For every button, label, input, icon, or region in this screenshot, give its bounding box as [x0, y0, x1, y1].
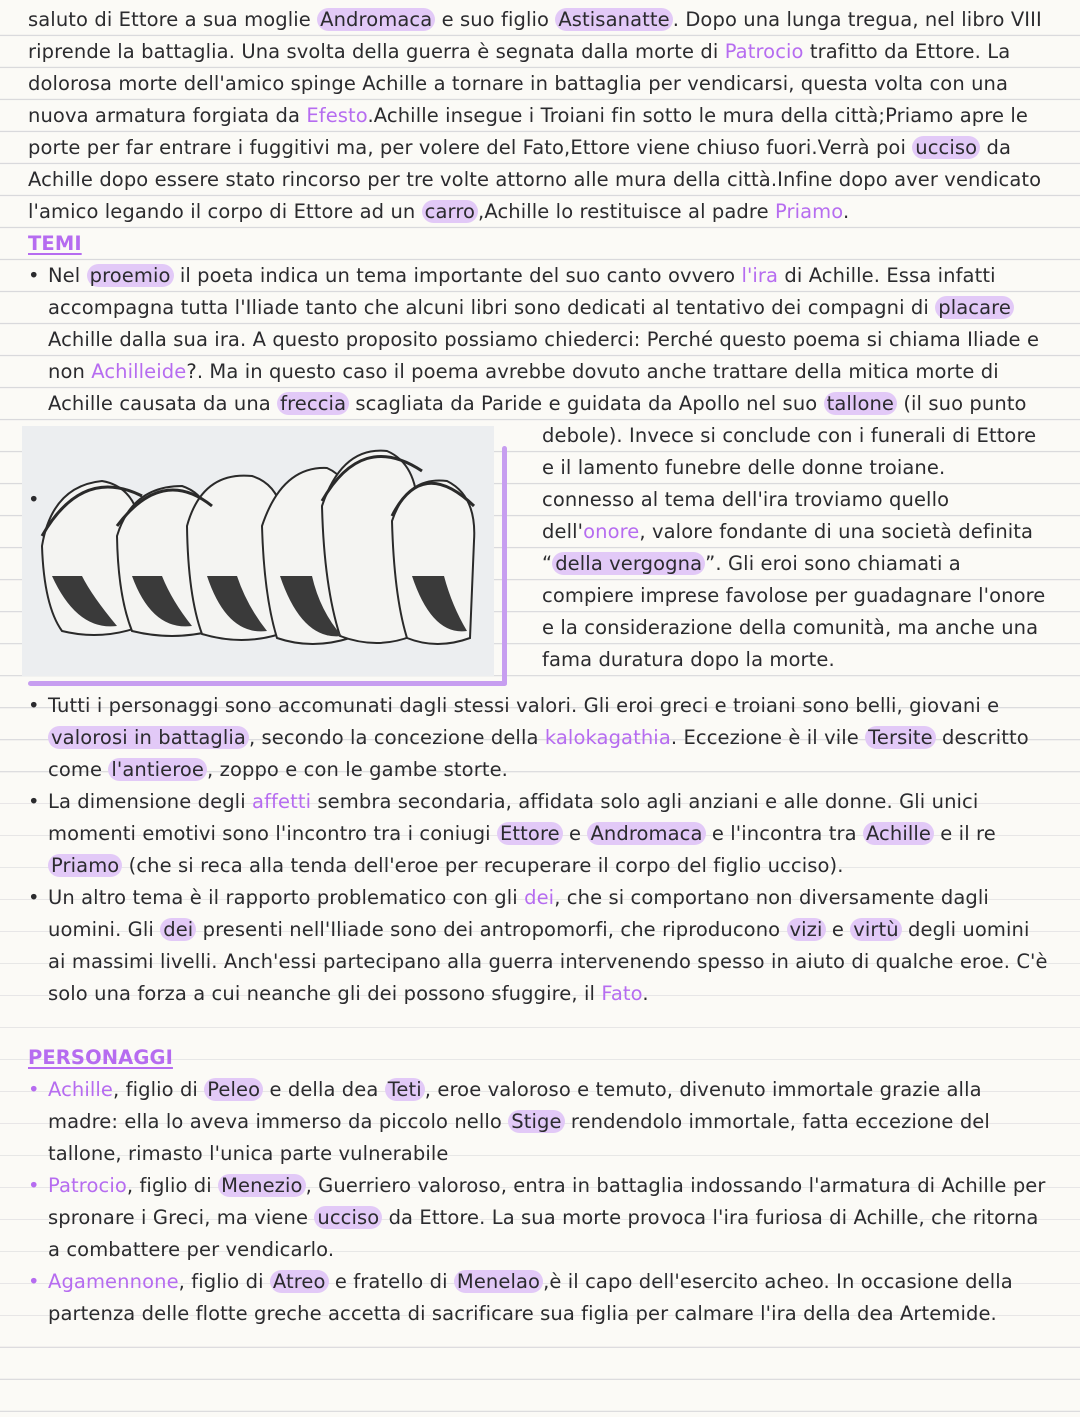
- text: di Achille. Essa infatti accompagna tutta l'Iliade tanto che alcuni libri sono dedicati al tentativo dei compagni di: [48, 264, 996, 319]
- notes-content: [28, 4, 1053, 1330]
- highlight: della vergogna: [552, 552, 705, 575]
- highlight: ucciso: [314, 1206, 382, 1229]
- highlight: valorosi in battaglia: [48, 726, 249, 749]
- highlight: vizi: [787, 918, 826, 941]
- purple-term: onore: [583, 520, 640, 543]
- list-item: [28, 882, 1053, 1010]
- text: , valore fondante di una società definita “: [542, 520, 1034, 575]
- text: e suo figlio: [435, 8, 556, 31]
- text: .: [842, 200, 850, 223]
- highlight: Atreo: [270, 1270, 329, 1293]
- text: Un altro tema è il rapporto problematico con gli: [48, 886, 525, 909]
- highlight: Ettore: [497, 822, 563, 845]
- section-heading-personaggi: PERSONAGGI: [28, 1046, 173, 1069]
- highlight: Astisanatte: [555, 8, 672, 31]
- highlight: Menezio: [218, 1174, 305, 1197]
- highlight: Teti: [385, 1078, 425, 1101]
- text: , Guerriero valoroso, entra in battaglia indossando l'armatura di Achille per spronare i Greci, ma viene: [48, 1174, 1046, 1229]
- text: e: [562, 822, 588, 845]
- text: e l'incontra tra: [705, 822, 863, 845]
- text: presenti nell'Iliade sono dei antropomorfi, che riproducono: [196, 918, 787, 941]
- highlight: Stige: [508, 1110, 564, 1133]
- list-item: [28, 1170, 1053, 1266]
- list-item: [28, 1266, 1053, 1330]
- text: ,Achille lo restituisce al padre: [478, 200, 775, 223]
- text: e il re: [933, 822, 996, 845]
- text: , figlio di: [178, 1270, 270, 1293]
- text: descritto come: [48, 726, 1029, 781]
- purple-term: Efesto: [306, 104, 368, 127]
- text: .: [642, 982, 649, 1005]
- purple-term: affetti: [252, 790, 312, 813]
- purple-term: Fato: [601, 982, 643, 1005]
- list-item: [28, 1074, 1053, 1170]
- text: Achille dalla sua ira. A questo proposito possiamo chiederci: Perché questo poema si chiama Iliade e non: [48, 328, 1040, 383]
- personaggi-list: [28, 1074, 1053, 1330]
- highlight: Achille: [863, 822, 934, 845]
- list-item: [28, 690, 1053, 786]
- highlight: virtù: [850, 918, 901, 941]
- list-item: [28, 260, 1053, 484]
- highlight: freccia: [277, 392, 349, 415]
- highlight: Andromaca: [587, 822, 705, 845]
- text: ?. Ma in questo caso il poema avrebbe dovuto anche trattare della mitica morte di Achille causata da una: [48, 360, 999, 415]
- text: Nel: [48, 264, 87, 287]
- text: La dimensione degli: [48, 790, 253, 813]
- purple-term: Priamo: [774, 200, 843, 223]
- spacer: [28, 1010, 1053, 1042]
- text: sembra secondaria, affidata solo agli anziani e alle donne. Gli unici momenti emotivi sono l'incontro tra i coniugi: [48, 790, 979, 845]
- text: . Dopo una lunga tregua, nel libro VIII riprende la battaglia. Una svolta della guerra è segnata dalla morte di: [28, 8, 1042, 63]
- text: e fratello di: [328, 1270, 454, 1293]
- text: scagliata da Paride e guidata da Apollo nel suo: [349, 392, 824, 415]
- highlight: Andromaca: [317, 8, 435, 31]
- purple-term: kalokagathia: [544, 726, 671, 749]
- temi-list: [28, 260, 1053, 1010]
- text: . Eccezione è il vile: [670, 726, 866, 749]
- character-name: Agamennone: [48, 1270, 179, 1293]
- text: ”. Gli eroi sono chiamati a compiere imprese favolose per guadagnare l'onore e la considerazione della comunità, ma anche una fama duratura dopo la morte.: [542, 552, 1046, 671]
- highlight: Peleo: [204, 1078, 263, 1101]
- highlight: carro: [422, 200, 478, 223]
- text: Tutti i personaggi sono accomunati dagli stessi valori. Gli eroi greci e troiani sono belli, giovani e: [48, 694, 1000, 717]
- purple-term: l'ira: [741, 264, 779, 287]
- section-heading-temi: TEMI: [28, 232, 82, 255]
- text: trafitto da Ettore. La dolorosa morte dell'amico spinge Achille a tornare in battaglia per vendicarsi, questa volta con una nuova armatura forgiata da: [28, 40, 1011, 127]
- text: , secondo la concezione della: [248, 726, 545, 749]
- text: , figlio di: [113, 1078, 205, 1101]
- text: , zoppo e con le gambe storte.: [207, 758, 508, 781]
- text: (il suo punto debole). Invece si conclude con i funerali di Ettore e il lamento funebre delle donne troiane.: [542, 392, 1037, 479]
- text: ,è il capo dell'esercito acheo. In occasione della partenza delle flotte greche accetta di sacrificare sua figlia per calmare l'ira della dea Artemide.: [48, 1270, 1013, 1325]
- highlight: proemio: [87, 264, 174, 287]
- purple-term: Patrocio: [724, 40, 804, 63]
- character-name: Patrocio: [48, 1174, 127, 1197]
- highlight: l'antieroe: [108, 758, 207, 781]
- highlight: ucciso: [912, 136, 980, 159]
- text: e della dea: [263, 1078, 385, 1101]
- list-item: [28, 786, 1053, 882]
- text: degli uomini ai massimi livelli. Anch'essi partecipano alla guerra intervenendo spesso in aiuto di qualche eroe. C'è solo una forza a cui neanche gli dei possono sfuggire, il: [48, 918, 1048, 1005]
- purple-term: Achilleide: [91, 360, 187, 383]
- text: , eroe valoroso e temuto, divenuto immortale grazie alla madre: ella lo aveva immerso da piccolo nello: [48, 1078, 982, 1133]
- text: il poeta indica un tema importante del suo canto ovvero: [173, 264, 742, 287]
- character-name: Achille: [48, 1078, 114, 1101]
- text: , che si comportano non diversamente dagli uomini. Gli: [48, 886, 989, 941]
- highlight: Tersite: [865, 726, 936, 749]
- purple-term: dei: [524, 886, 555, 909]
- text: da Achille dopo essere stato rincorso per tre volte attorno alle mura della città.Infine dopo aver vendicato l'amico legando il corpo di Ettore ad un: [28, 136, 1042, 223]
- text: (che si reca alla tenda dell'eroe per recuperare il corpo del figlio ucciso).: [122, 854, 844, 877]
- highlight: placare: [935, 296, 1014, 319]
- plot-paragraph: [28, 4, 1053, 228]
- highlight: dei: [160, 918, 196, 941]
- highlight: Menelao: [454, 1270, 543, 1293]
- text: saluto di Ettore a sua moglie: [28, 8, 318, 31]
- text: e: [825, 918, 851, 941]
- text: , figlio di: [126, 1174, 219, 1197]
- text: da Ettore. La sua morte provoca l'ira furiosa di Achille, che ritorna a combattere per vendicarlo.: [48, 1206, 1039, 1261]
- list-item: [28, 484, 1053, 676]
- highlight-bracket: [28, 681, 507, 686]
- highlight: Priamo: [48, 854, 122, 877]
- highlight: tallone: [824, 392, 897, 415]
- text: connesso al tema dell'ira troviamo quello dell': [542, 488, 950, 543]
- text: .Achille insegue i Troiani fin sotto le mura della città;Priamo apre le porte per far entrare i fuggitivi ma, per volere del Fato,Ettore viene chiuso fuori.Verrà poi: [28, 104, 1028, 159]
- text: rendendolo immortale, fatta eccezione del tallone, rimasto l'unica parte vulnerabile: [48, 1110, 990, 1165]
